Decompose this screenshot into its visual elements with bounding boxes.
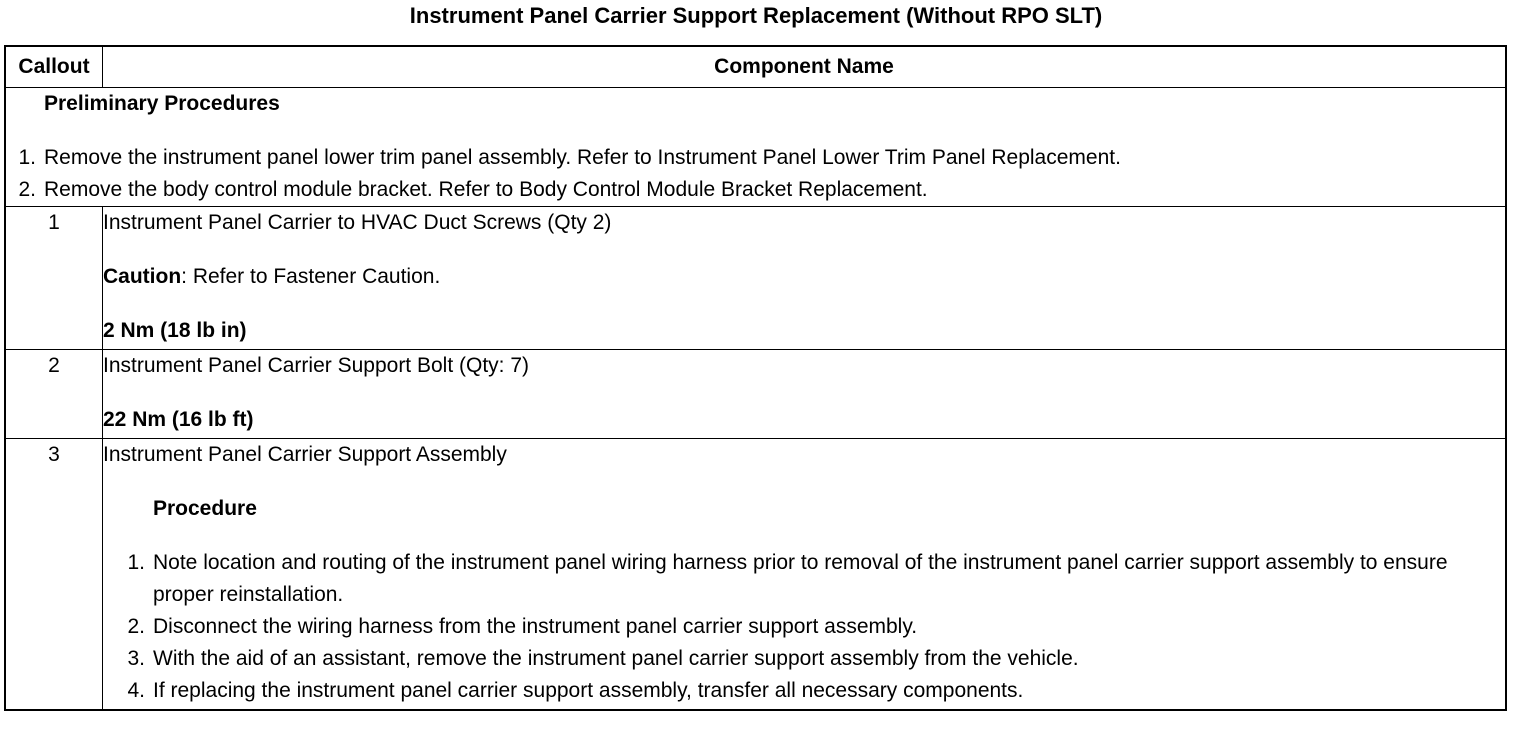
list-item	[127, 675, 1505, 707]
torque-spec: 2 Nm (18 lb in)	[103, 319, 247, 342]
callout-number: 3	[5, 439, 103, 711]
torque-spec: 22 Nm (16 lb ft)	[103, 408, 254, 431]
component-cell	[103, 439, 1507, 711]
callout-column-header: Callout	[5, 46, 103, 88]
list-item	[18, 142, 1505, 174]
step-text: With the aid of an assistant, remove the instrument panel carrier support assembly from the vehicle.	[153, 647, 1079, 670]
step-number: 1.	[18, 146, 36, 169]
component-name: Instrument Panel Carrier Support Assembly	[103, 443, 507, 466]
preliminary-steps-list	[6, 142, 1505, 206]
step-number: 2.	[18, 178, 36, 201]
procedure-steps-list	[103, 547, 1505, 707]
step-text: If replacing the instrument panel carrier support assembly, transfer all necessary components.	[153, 679, 1024, 702]
caution-label: Caution	[103, 265, 182, 288]
component-name: Instrument Panel Carrier to HVAC Duct Screws (Qty 2)	[103, 211, 612, 234]
list-item	[127, 643, 1505, 675]
callout-number: 2	[5, 350, 103, 439]
callout-number: 1	[5, 207, 103, 350]
step-number: 3.	[127, 647, 145, 670]
step-number: 1.	[127, 551, 145, 574]
table-header-row	[5, 46, 1506, 88]
table-row	[5, 207, 1506, 350]
list-item	[18, 174, 1505, 206]
list-item	[127, 547, 1505, 611]
preliminary-procedures-heading: Preliminary Procedures	[44, 92, 280, 115]
step-text: Remove the instrument panel lower trim panel assembly. Refer to Instrument Panel Lower Trim Panel Replacement.	[44, 146, 1121, 169]
component-column-header: Component Name	[103, 46, 1507, 88]
step-text: Remove the body control module bracket. Refer to Body Control Module Bracket Replacement.	[44, 178, 928, 201]
table-row	[5, 350, 1506, 439]
step-number: 4.	[127, 679, 145, 702]
procedure-heading: Procedure	[153, 497, 257, 520]
procedure-table	[4, 45, 1507, 711]
step-text: Disconnect the wiring harness from the instrument panel carrier support assembly.	[153, 615, 918, 638]
component-name: Instrument Panel Carrier Support Bolt (Qty: 7)	[103, 354, 529, 377]
caution-note	[103, 261, 1505, 293]
caution-text: : Refer to Fastener Caution.	[181, 265, 441, 288]
component-cell	[103, 350, 1507, 439]
step-text: Note location and routing of the instrument panel wiring harness prior to removal of the instrument panel carrier support assembly to ensure proper reinstallation.	[153, 551, 1448, 606]
preliminary-procedures-cell	[5, 88, 1506, 207]
step-number: 2.	[127, 615, 145, 638]
list-item	[127, 611, 1505, 643]
preliminary-procedures-row	[5, 88, 1506, 207]
page-title: Instrument Panel Carrier Support Replacement (Without RPO SLT)	[409, 3, 1103, 28]
component-cell	[103, 207, 1507, 350]
table-row	[5, 439, 1506, 711]
